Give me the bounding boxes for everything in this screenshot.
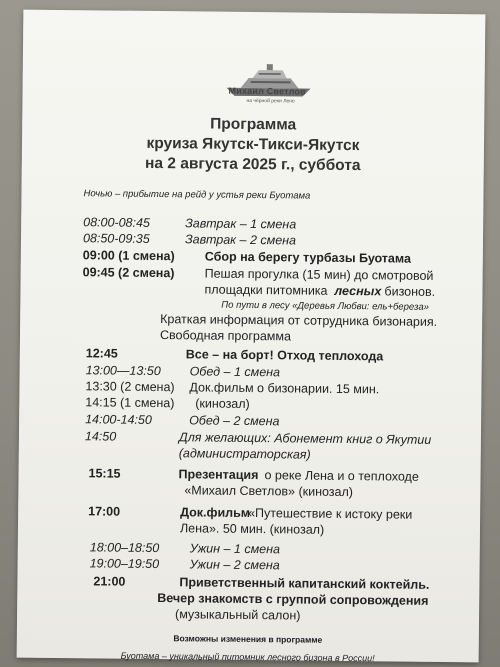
event-label: Все – на борт! Отход теплохода: [185, 347, 384, 364]
ship-logo: [220, 58, 317, 113]
event-label: Обед – 1 смена: [189, 364, 281, 380]
logo-ship-name: Михаил Светлов: [228, 85, 306, 97]
event-label: Сбор на берегу турбазы Буотама: [204, 249, 412, 266]
changes-note: Возможны изменения в программе: [173, 633, 323, 645]
event-emphasis: лесных: [334, 283, 382, 299]
time-label: 17:00: [88, 504, 121, 519]
event-label: Завтрак – 2 смена: [184, 232, 297, 248]
forest-sub-note: По пути в лесу «Деревья Любви: ель+береза»: [221, 299, 430, 313]
time-label: 18:00–18:50: [89, 540, 160, 556]
event-label: (администраторская): [178, 446, 311, 462]
time-label: 13:00—13:50: [85, 363, 161, 379]
date-title: на 2 августа 2025 г., суббота: [144, 154, 361, 175]
time-label: 21:00: [93, 574, 126, 589]
time-label: 08:50-09:35: [82, 231, 150, 246]
time-label: 14:50: [84, 429, 117, 444]
event-emphasis: Презентация: [178, 467, 259, 483]
time-label: 08:00-08:45: [83, 215, 150, 230]
time-label: 19:00–19:50: [89, 556, 160, 572]
time-label: 12:45: [85, 346, 118, 361]
logo-tagline: на чёрной реки Лене: [246, 97, 295, 105]
time-label: 09:00 (1 смена): [82, 248, 175, 264]
event-label: «Михаил Светлов» (кинозал): [184, 483, 354, 500]
event-label: (кинозал): [195, 396, 250, 411]
time-label: 15:15: [88, 466, 121, 481]
time-label: 13:30 (2 смена): [85, 379, 175, 395]
event-label: Приветственный капитанский коктейль.: [179, 575, 430, 592]
night-arrival-note: Ночью – прибытие на рейд у устья реки Буотама: [83, 188, 311, 202]
page-title: Программа: [210, 115, 297, 134]
event-label: Завтрак – 1 смена: [185, 216, 297, 232]
event-label: площадки питомника: [204, 282, 328, 298]
event-label: о реке Лена и о теплоходе: [264, 468, 419, 484]
event-label: Пешая прогулка (15 мин) до смотровой: [204, 266, 434, 283]
event-label: Лена». 50 мин. (кинозал): [179, 521, 325, 537]
event-label: Ужин – 1 смена: [189, 541, 281, 557]
footer-slogan: Буотама – уникальный питомник лесного бизона в России!: [120, 650, 375, 664]
event-emphasis: Док.фильм: [180, 505, 251, 520]
event-label: «Путешествие к истоку реки: [248, 505, 413, 522]
time-label: 14:15 (1 смена): [85, 395, 175, 411]
cruise-route-title: круиза Якутск-Тикси-Якутск: [146, 134, 360, 155]
event-label: Для желающих: Абонемент книг о Якутии: [178, 430, 432, 447]
event-label: Док.фильм о бизонарии. 15 мин.: [189, 380, 380, 397]
event-label: (музыкальный салон): [175, 607, 301, 623]
paper-sheet: [17, 10, 486, 663]
event-label: Вечер знакомств с группой сопровождения: [157, 591, 429, 608]
time-label: 09:45 (2 смена): [82, 265, 175, 281]
event-label: бизонов.: [384, 284, 436, 299]
event-label: Краткая информация от сотрудника бизонария.: [160, 312, 438, 329]
event-label: Обед – 2 смена: [189, 413, 280, 429]
event-label: Ужин – 2 смена: [189, 557, 280, 573]
event-label: Свободная программа: [159, 328, 292, 344]
time-label: 14:00-14:50: [85, 412, 152, 427]
